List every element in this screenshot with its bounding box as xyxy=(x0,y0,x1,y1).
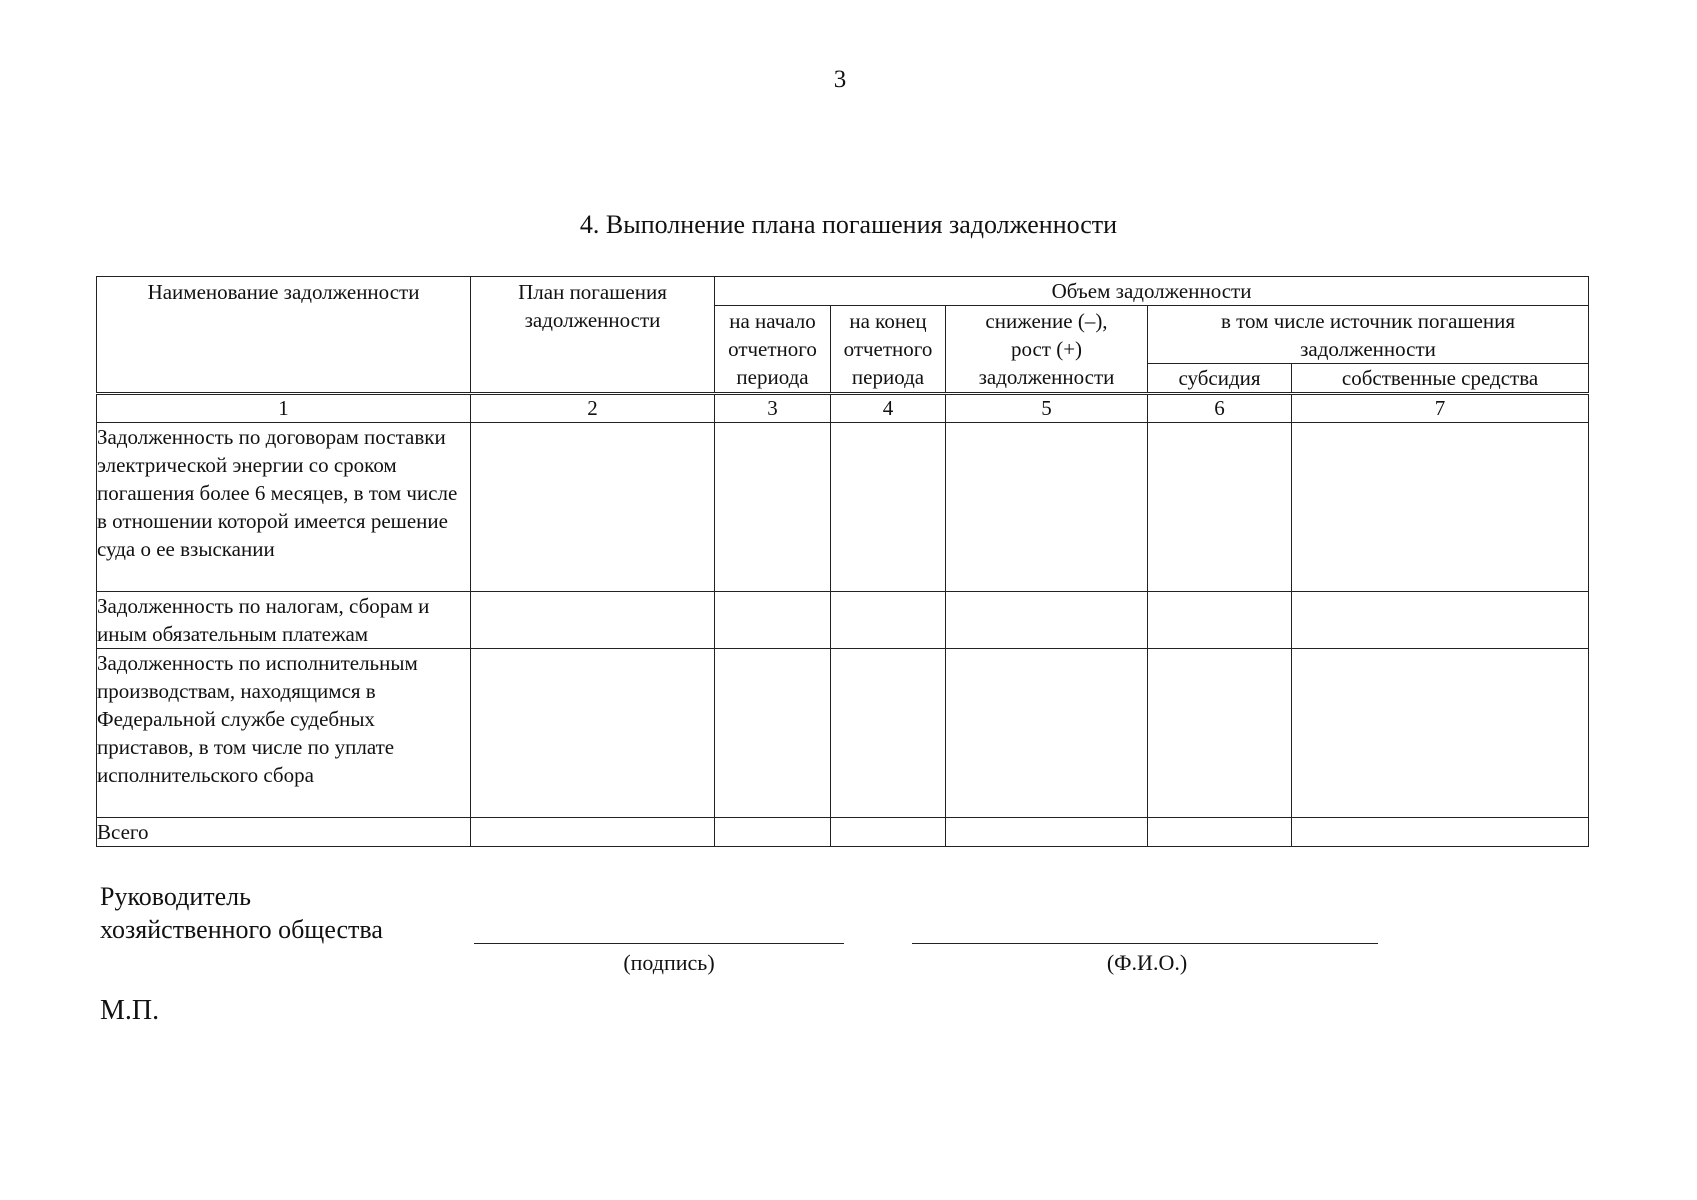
signature-caption: (подпись) xyxy=(623,950,715,975)
cell-end[interactable] xyxy=(831,592,946,649)
stamp-place: М.П. xyxy=(100,995,160,1026)
header-row-1 xyxy=(97,277,1589,306)
column-number-1: 1 xyxy=(97,394,471,423)
cell-subsidy[interactable] xyxy=(1148,649,1292,818)
full-name-caption: (Ф.И.О.) xyxy=(1106,950,1188,975)
section-title-text: 4. Выполнение плана погашения задолженности xyxy=(579,210,1118,239)
cell-end[interactable] xyxy=(831,423,946,592)
row-label-enforcement-debt: Задолженность по исполнительным производствам, находящимся в Федеральной службе судебных приставов, в том числе по уплате исполнительского сбора xyxy=(97,649,471,818)
header-subsidy: субсидия xyxy=(1148,364,1292,394)
column-number-2: 2 xyxy=(471,394,715,423)
table-row xyxy=(97,649,1589,818)
table-row xyxy=(97,423,1589,592)
cell-plan[interactable] xyxy=(471,423,715,592)
header-name xyxy=(97,277,471,394)
header-start-text: на начало отчетного периода xyxy=(728,309,817,389)
column-number-6: 6 xyxy=(1148,394,1292,423)
header-name-text: Наименование задолженности xyxy=(147,280,420,304)
header-end xyxy=(831,306,946,394)
cell-own-funds[interactable] xyxy=(1292,649,1589,818)
page-number: 3 xyxy=(833,66,847,93)
header-start xyxy=(715,306,831,394)
full-name-line[interactable] xyxy=(912,943,1378,944)
table-row-total xyxy=(97,818,1589,847)
header-source-text: в том числе источник погашения задолженности xyxy=(1220,309,1516,361)
section-title xyxy=(0,210,1697,240)
header-own-funds: собственные средства xyxy=(1292,364,1589,394)
header-end-text: на конец отчетного периода xyxy=(843,309,933,389)
column-number-5: 5 xyxy=(946,394,1148,423)
debt-repayment-table xyxy=(96,276,1589,847)
row-label-tax-debt: Задолженность по налогам, сборам и иным обязательным платежам xyxy=(97,592,471,649)
signatory-title-line2: хозяйственного общества xyxy=(100,915,383,944)
cell-subsidy[interactable] xyxy=(1148,423,1292,592)
header-plan-text: План погашения задолженности xyxy=(518,280,667,332)
header-source xyxy=(1148,306,1589,364)
signatory-title-line1: Руководитель xyxy=(100,882,251,911)
column-number-row xyxy=(97,394,1589,423)
cell-own-funds[interactable] xyxy=(1292,592,1589,649)
cell-plan[interactable] xyxy=(471,649,715,818)
cell-change[interactable] xyxy=(946,423,1148,592)
signature-line[interactable] xyxy=(474,943,844,944)
cell-change[interactable] xyxy=(946,649,1148,818)
row-label-electricity-debt: Задолженность по договорам поставки электрической энергии со сроком погашения более 6 месяцев, в том числе в отношении которой имеется решение суда о ее взыскании xyxy=(97,423,471,592)
header-change xyxy=(946,306,1148,394)
signature-block xyxy=(100,880,383,946)
cell-change[interactable] xyxy=(946,592,1148,649)
row-label-total: Всего xyxy=(97,818,471,847)
column-number-4: 4 xyxy=(831,394,946,423)
cell-subsidy[interactable] xyxy=(1148,592,1292,649)
cell-plan[interactable] xyxy=(471,818,715,847)
cell-own-funds[interactable] xyxy=(1292,423,1589,592)
header-change-text: снижение (–), рост (+) задолженности xyxy=(978,309,1115,389)
header-volume: Объем задолженности xyxy=(715,277,1589,306)
table-row xyxy=(97,592,1589,649)
header-plan xyxy=(471,277,715,394)
cell-own-funds[interactable] xyxy=(1292,818,1589,847)
cell-change[interactable] xyxy=(946,818,1148,847)
cell-plan[interactable] xyxy=(471,592,715,649)
cell-end[interactable] xyxy=(831,818,946,847)
column-number-7: 7 xyxy=(1292,394,1589,423)
cell-start[interactable] xyxy=(715,592,831,649)
cell-start[interactable] xyxy=(715,818,831,847)
cell-end[interactable] xyxy=(831,649,946,818)
cell-start[interactable] xyxy=(715,649,831,818)
column-number-3: 3 xyxy=(715,394,831,423)
cell-subsidy[interactable] xyxy=(1148,818,1292,847)
cell-start[interactable] xyxy=(715,423,831,592)
